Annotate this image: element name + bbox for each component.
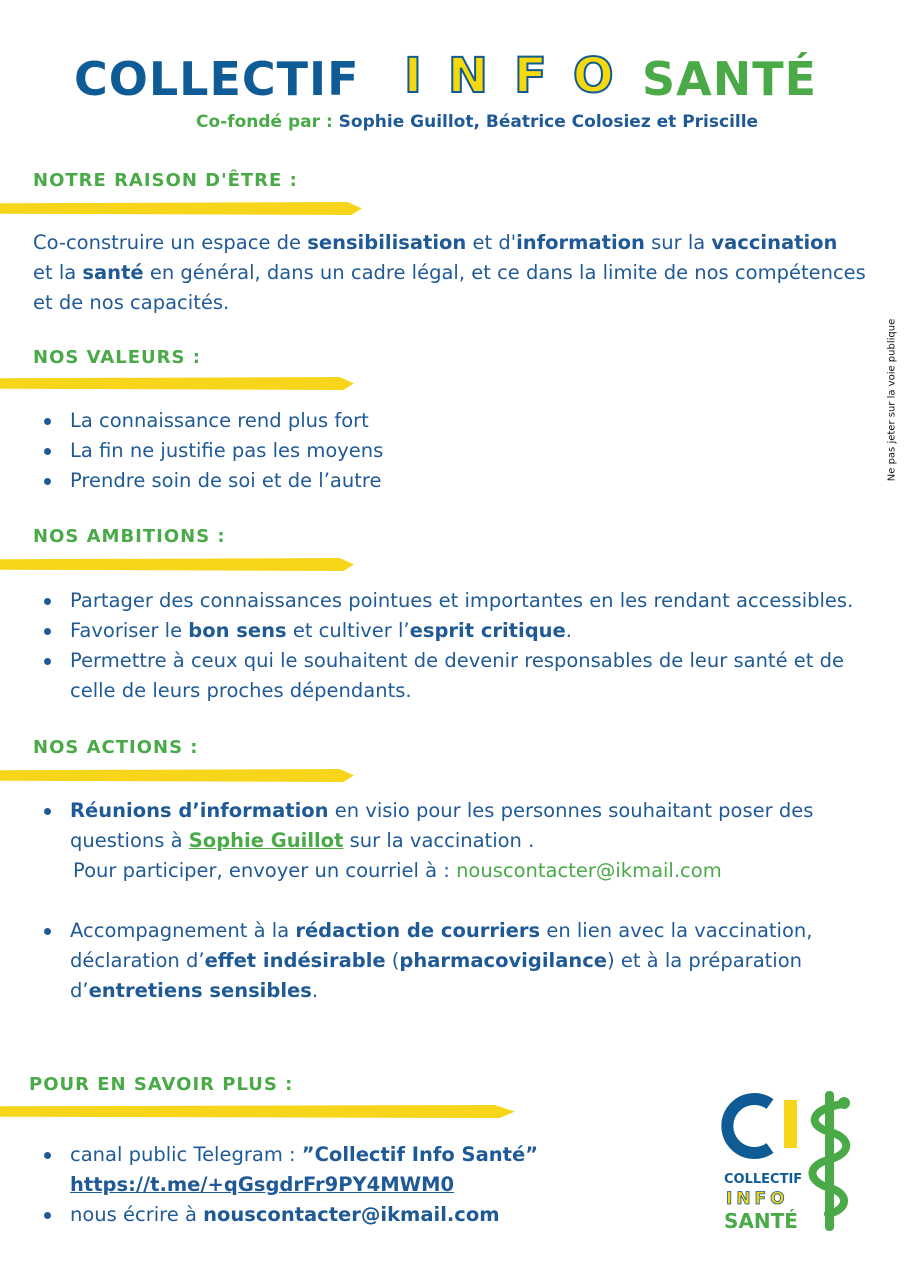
plus-list [33, 1140, 653, 1230]
ambitions-list [33, 586, 903, 706]
list-item: Permettre à ceux qui le souhaitent de devenir responsables de leur santé et de celle de leurs proches dépendants. [33, 646, 903, 706]
raison-paragraph: Co-construire un espace de sensibilisation et d'information sur la vaccination et la santé en général, dans un cadre légal, et ce dans la limite de nos compétences et de nos capacités. [33, 231, 866, 314]
heading-underline [0, 1105, 515, 1118]
title-info [404, 48, 640, 104]
list-item: Prendre soin de soi et de l’autre [33, 466, 383, 496]
logo-i-shape [784, 1100, 797, 1148]
logo-line2: INFO [726, 1189, 789, 1209]
contact-email[interactable]: nouscontacter@ikmail.com [203, 1203, 500, 1226]
cofounders-names: Sophie Guillot, Béatrice Colosiez et Priscille [338, 112, 759, 132]
heading-plus: POUR EN SAVOIR PLUS : [29, 1074, 294, 1095]
list-item: Partager des connaissances pointues et importantes en les rendant accessibles. [33, 586, 903, 616]
valeurs-list [33, 406, 383, 496]
title-info-letter: F [514, 48, 547, 104]
title-sante: SANTÉ [642, 52, 818, 106]
heading-underline [0, 558, 354, 571]
list-item: Réunions d’information en visio pour les personnes souhaitant poser des questions à Sophie Guillot sur la vaccination . Pour participer, envoyer un courriel à : nouscontacter@ikmail.com [33, 796, 903, 886]
heading-underline [0, 202, 362, 215]
cofounders-line [196, 112, 758, 132]
telegram-link[interactable]: https://t.me/+qGsgdrFr9PY4MWM0 [70, 1173, 455, 1196]
title-collectif: COLLECTIF [74, 52, 360, 106]
cofounders-label: Co-fondé par : [196, 112, 339, 132]
contact-email-link[interactable]: nouscontacter@ikmail.com [456, 859, 722, 882]
heading-actions: NOS ACTIONS : [33, 737, 199, 758]
list-item: Favoriser le bon sens et cultiver l’esprit critique. [33, 616, 903, 646]
logo-line3: SANTÉ [724, 1209, 798, 1233]
title-info-letter: O [572, 48, 614, 104]
side-note: Ne pas jeter sur la voie publique [886, 318, 898, 482]
heading-ambitions: NOS AMBITIONS : [33, 526, 226, 547]
list-item: Accompagnement à la rédaction de courriers en lien avec la vaccination, déclaration d’effet indésirable (pharmacovigilance) et à la préparation d’entretiens sensibles. [33, 916, 903, 1006]
title-info-letter: I [404, 48, 422, 104]
sophie-guillot-link[interactable]: Sophie Guillot [188, 829, 344, 852]
actions-list [33, 796, 903, 1006]
heading-underline [0, 377, 354, 390]
logo-line1: COLLECTIF [724, 1172, 803, 1187]
heading-underline [0, 769, 354, 782]
logo [712, 1088, 872, 1238]
title-info-letter: N [447, 48, 489, 104]
list-item: La connaissance rend plus fort [33, 406, 383, 436]
heading-raison: NOTRE RAISON D'ÊTRE : [33, 170, 298, 191]
list-item: La fin ne justifie pas les moyens [33, 436, 383, 466]
list-item: nous écrire à nouscontacter@ikmail.com [33, 1200, 653, 1230]
heading-valeurs: NOS VALEURS : [33, 347, 201, 368]
logo-graphic [712, 1088, 872, 1238]
list-item: canal public Telegram : ”Collectif Info Santé” https://t.me/+qGsgdrFr9PY4MWM0 [33, 1140, 653, 1200]
page-title [0, 50, 904, 110]
logo-c-shape [727, 1099, 770, 1153]
